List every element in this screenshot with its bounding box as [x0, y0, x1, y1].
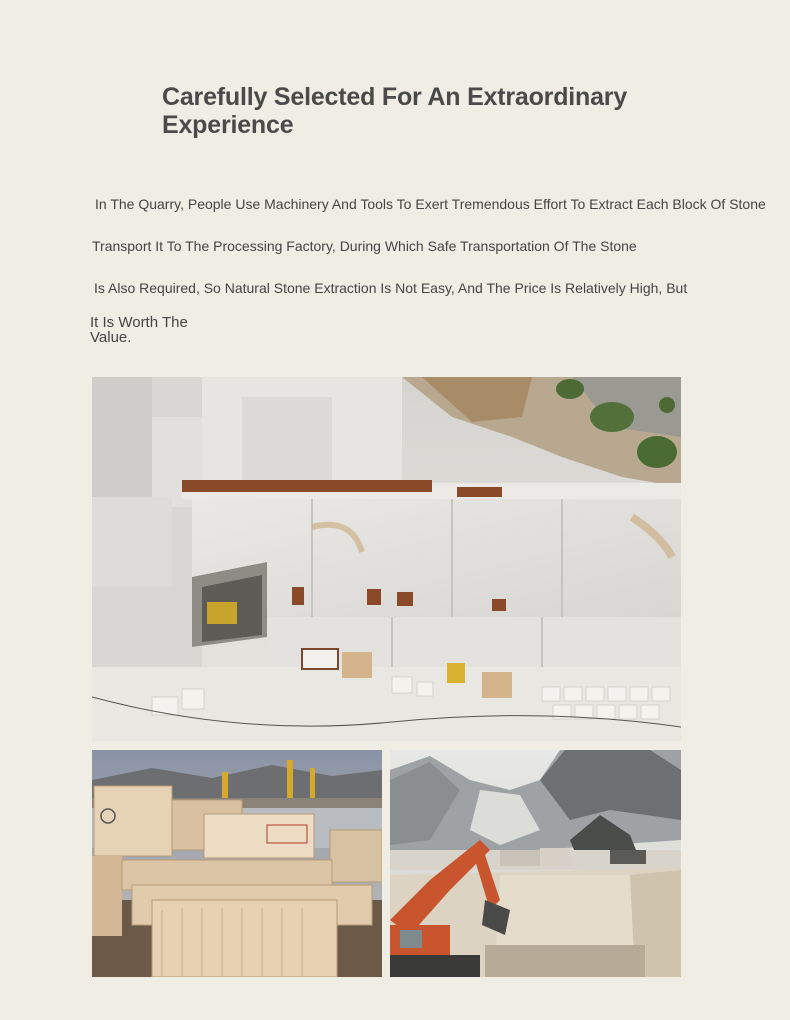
marble-quarry-terraces-photo [92, 377, 681, 741]
excavator-in-quarry-photo [390, 750, 681, 977]
intro-line-2: Transport It To The Processing Factory, During Which Safe Transportation Of The Stone [92, 238, 637, 254]
intro-line-3: Is Also Required, So Natural Stone Extraction Is Not Easy, And The Price Is Relatively High, But [94, 280, 688, 296]
stone-blocks-at-port-photo [92, 750, 382, 977]
intro-line-1: In The Quarry, People Use Machinery And Tools To Exert Tremendous Effort To Extract Each Block Of Stone [95, 196, 766, 212]
page-title: Carefully Selected For An Extraordinary Experience [162, 83, 628, 139]
intro-line-4: It Is Worth The Value. [90, 314, 188, 346]
